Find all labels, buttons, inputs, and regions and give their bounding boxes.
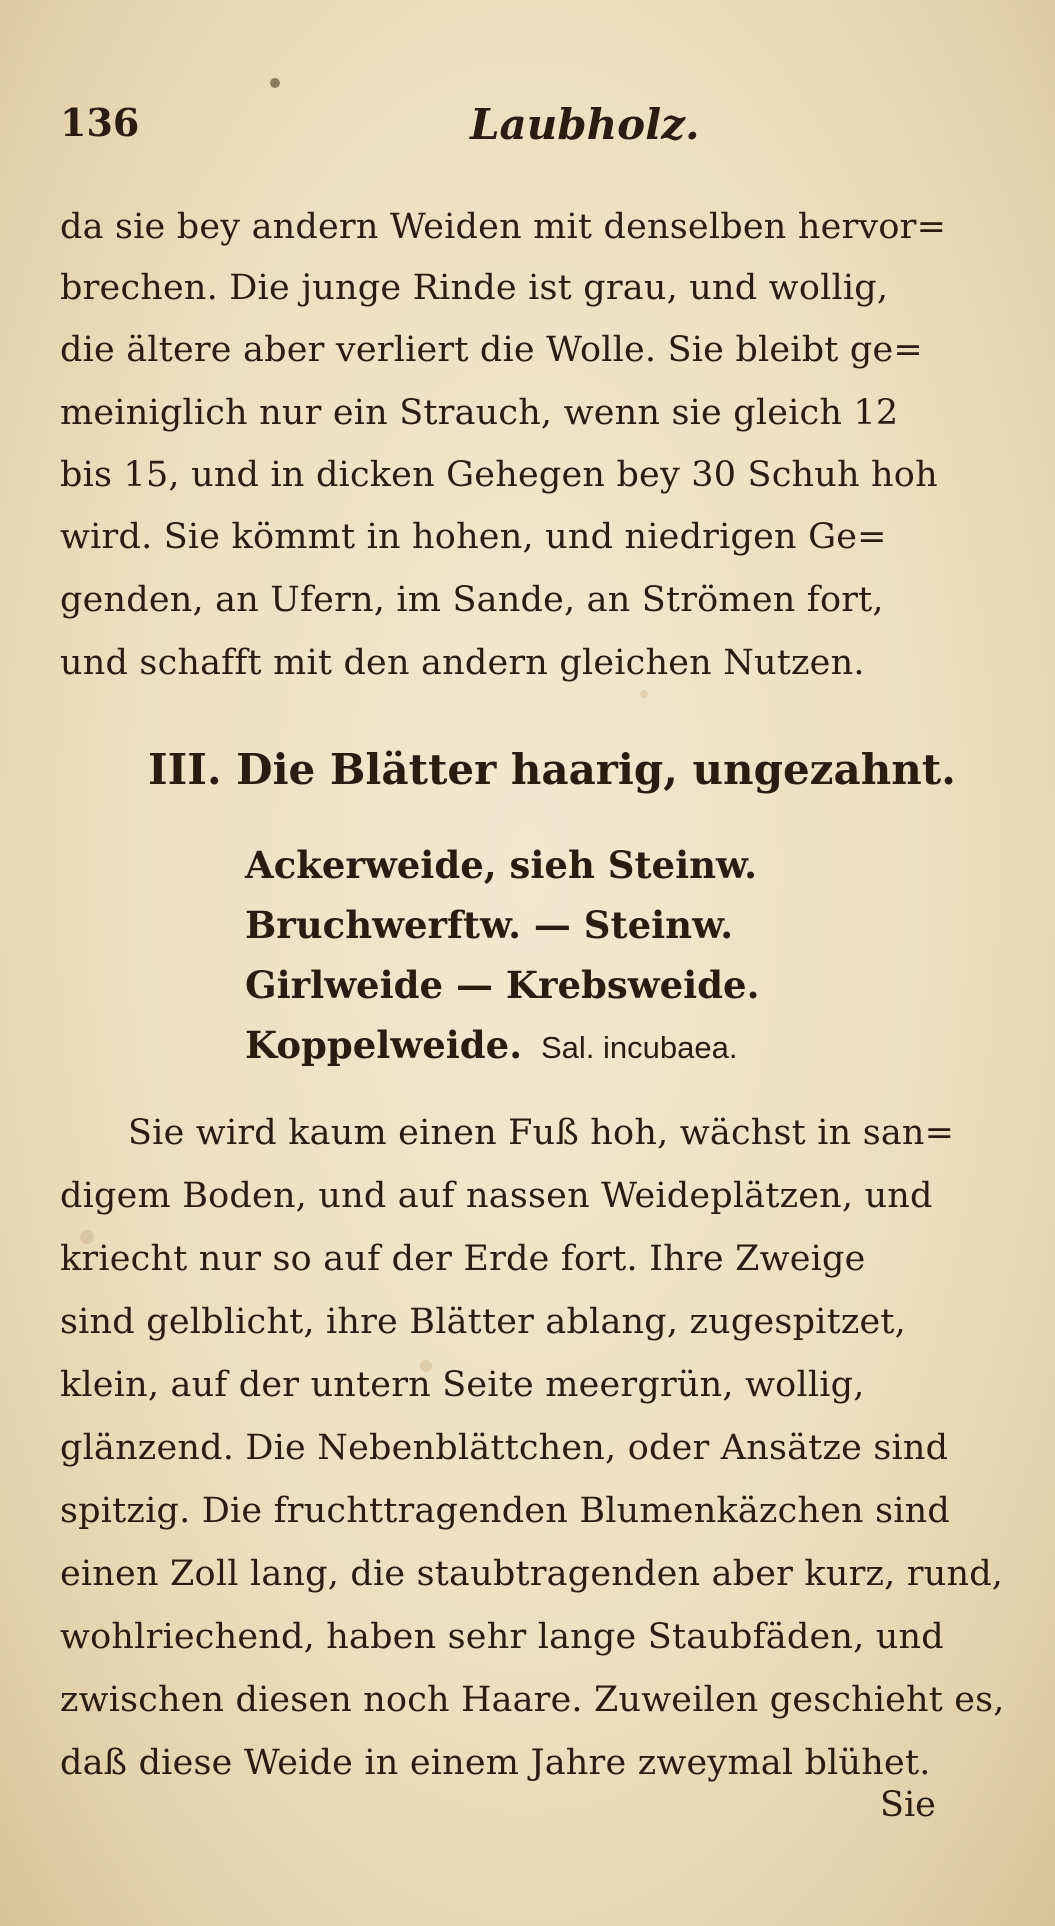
entry-latin-name: Sal. incubaea.	[541, 1030, 738, 1065]
running-head: Laubholz.	[470, 100, 700, 149]
text-line: wohlriechend, haben sehr lange Staubfäden, und	[60, 1617, 944, 1657]
page-header	[60, 100, 1000, 160]
entry-name: Ackerweide, sieh Steinw.	[245, 843, 758, 887]
text-line: kriecht nur so auf der Erde fort. Ihre Zweige	[60, 1239, 866, 1279]
entry-name: Girlweide — Krebsweide.	[245, 963, 760, 1007]
text-line: einen Zoll lang, die staubtragenden aber kurz, rund,	[60, 1554, 1004, 1594]
text-line: klein, auf der untern Seite meergrün, wollig,	[60, 1365, 865, 1405]
text-line: daß diese Weide in einem Jahre zweymal blühet.	[60, 1743, 931, 1783]
entry-name: Koppelweide.	[245, 1023, 523, 1067]
entry-item	[245, 843, 757, 887]
catchword: Sie	[880, 1785, 936, 1825]
text-line: spitzig. Die fruchttragenden Blumenkäzchen sind	[60, 1491, 950, 1531]
text-line: die ältere aber verliert die Wolle. Sie bleibt ge=	[60, 330, 923, 370]
entry-item	[245, 963, 759, 1007]
page-number: 136	[60, 100, 140, 145]
entry-item	[245, 1023, 737, 1067]
entry-item	[245, 903, 733, 947]
text-line: meiniglich nur ein Strauch, wenn sie gleich 12	[60, 393, 899, 433]
paper-stain	[640, 690, 648, 698]
text-line: sind gelblicht, ihre Blätter ablang, zugespitzet,	[60, 1302, 906, 1342]
paper-stain	[270, 78, 280, 88]
text-line: brechen. Die junge Rinde ist grau, und wollig,	[60, 268, 889, 308]
text-line: wird. Sie kömmt in hohen, und niedrigen Ge=	[60, 517, 887, 557]
text-line: zwischen diesen noch Haare. Zuweilen geschieht es,	[60, 1680, 1005, 1720]
text-line: da sie bey andern Weiden mit denselben hervor=	[60, 207, 947, 247]
section-heading: III. Die Blätter haarig, ungezahnt.	[148, 745, 956, 794]
text-line: genden, an Ufern, im Sande, an Strömen fort,	[60, 580, 884, 620]
entry-name: Bruchwerftw. — Steinw.	[245, 903, 734, 947]
text-line: glänzend. Die Nebenblättchen, oder Ansätze sind	[60, 1428, 949, 1468]
text-line: digem Boden, und auf nassen Weideplätzen, und	[60, 1176, 933, 1216]
text-line: und schafft mit den andern gleichen Nutzen.	[60, 643, 865, 683]
text-line: Sie wird kaum einen Fuß hoh, wächst in san=	[128, 1113, 955, 1153]
text-line: bis 15, und in dicken Gehegen bey 30 Schuh hoh	[60, 455, 938, 495]
